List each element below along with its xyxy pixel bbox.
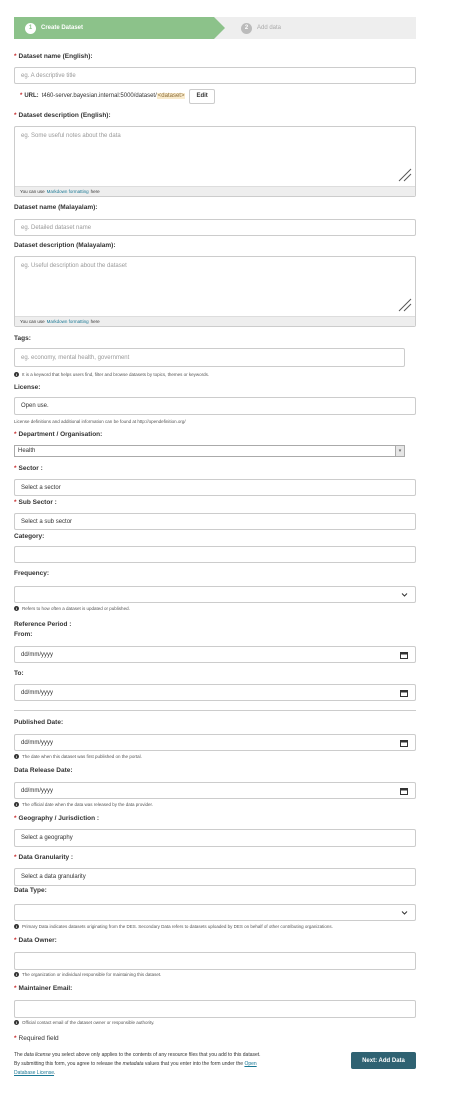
data-type-help: i Primary Data indicates datasets originating from the DES. Secondary Data refers to datasets uploaded by DES on behalf of other contributing organizations. bbox=[15, 924, 333, 929]
info-icon: i bbox=[15, 972, 18, 977]
open-database-license-link[interactable]: Open Database License bbox=[14, 1061, 257, 1076]
desc-en-placeholder: eg. Some useful notes about the data bbox=[21, 133, 121, 139]
calendar-icon[interactable] bbox=[400, 689, 408, 697]
info-icon: i bbox=[15, 1020, 18, 1025]
url-label: URL: bbox=[24, 93, 39, 99]
department-select[interactable]: Health ▾ bbox=[14, 445, 405, 457]
tags-label: Tags: bbox=[14, 335, 31, 342]
markdown-link[interactable]: Markdown formatting bbox=[46, 319, 89, 324]
reference-period-label: Reference Period : bbox=[14, 621, 72, 628]
stage-create-dataset bbox=[14, 17, 214, 39]
frequency-label: Frequency: bbox=[14, 570, 50, 577]
frequency-help: i Refers to how often a dataset is updated or published. bbox=[15, 606, 130, 611]
name-en-label: * Dataset name (English): bbox=[14, 53, 93, 60]
granularity-select[interactable]: Select a data granularity bbox=[14, 868, 416, 886]
desc-en-textarea[interactable] bbox=[14, 126, 416, 197]
release-date-label: Data Release Date: bbox=[14, 767, 73, 774]
markdown-link[interactable]: Markdown formatting bbox=[46, 189, 89, 194]
license-select[interactable]: Open use. bbox=[14, 397, 416, 415]
owner-input[interactable] bbox=[14, 952, 416, 970]
dropdown-arrow-icon[interactable]: ▾ bbox=[395, 446, 404, 456]
email-input[interactable] bbox=[14, 1000, 416, 1018]
category-label: Category: bbox=[14, 533, 45, 540]
published-date-input[interactable]: dd/mm/yyyy bbox=[14, 734, 416, 751]
resize-handle-icon[interactable] bbox=[398, 298, 412, 312]
granularity-label: * Data Granularity : bbox=[14, 854, 74, 861]
published-date-label: Published Date: bbox=[14, 719, 64, 726]
license-label: License: bbox=[14, 384, 41, 391]
divider bbox=[14, 710, 416, 711]
desc-ml-textarea[interactable] bbox=[14, 256, 416, 327]
progress-stages bbox=[14, 17, 416, 39]
info-icon: i bbox=[15, 802, 18, 807]
email-help: i Official contact email of the dataset owner or responsible authority. bbox=[15, 1020, 155, 1025]
desc-ml-label: Dataset description (Malayalam): bbox=[14, 242, 116, 249]
markdown-note: You can use Markdown formatting here bbox=[15, 316, 415, 326]
to-date-input[interactable]: dd/mm/yyyy bbox=[14, 684, 416, 701]
sector-select[interactable]: Select a sector bbox=[14, 479, 416, 496]
published-date-help: i The date when this dataset was first published on the portal. bbox=[15, 754, 142, 759]
name-en-input[interactable]: eg. A descriptive title bbox=[14, 67, 416, 84]
name-ml-label: Dataset name (Malayalam): bbox=[14, 204, 98, 211]
url-prefix: t460-server.bayesian.internal:5000/dataset/ bbox=[41, 93, 157, 99]
chevron-down-icon bbox=[401, 592, 408, 598]
geography-label: * Geography / Jurisdiction : bbox=[14, 815, 100, 822]
desc-en-label: * Dataset description (English): bbox=[14, 112, 111, 119]
resize-handle-icon[interactable] bbox=[398, 168, 412, 182]
info-icon: i bbox=[15, 606, 18, 611]
release-date-input[interactable]: dd/mm/yyyy bbox=[14, 782, 416, 799]
from-date-input[interactable]: dd/mm/yyyy bbox=[14, 646, 416, 663]
tags-help: i It is a keyword that helps users find, filter and browse datasets by topics, themes or keywords. bbox=[15, 372, 210, 377]
info-icon: i bbox=[15, 372, 18, 377]
url-slug: <dataset> bbox=[157, 93, 185, 99]
to-label: To: bbox=[14, 670, 24, 677]
stage-number-2: 2 bbox=[241, 23, 252, 34]
email-label: * Maintainer Email: bbox=[14, 985, 73, 992]
data-type-select[interactable] bbox=[14, 904, 416, 921]
owner-label: * Data Owner: bbox=[14, 937, 57, 944]
license-help: License definitions and additional information can be found at http://opendefinition.org/ bbox=[14, 419, 186, 424]
stage-label-2: Add data bbox=[257, 25, 282, 31]
url-edit-button[interactable]: Edit bbox=[189, 89, 214, 104]
next-add-data-button[interactable]: Next: Add Data bbox=[351, 1052, 416, 1069]
geography-select[interactable]: Select a geography bbox=[14, 829, 416, 847]
url-row: * URL: t460-server.bayesian.internal:5000/dataset/ <dataset> Edit bbox=[20, 89, 215, 103]
sub-sector-label: * Sub Sector : bbox=[14, 499, 57, 506]
owner-help: i The organization or individual responsible for maintaining this dataset. bbox=[15, 972, 162, 977]
info-icon: i bbox=[15, 924, 18, 929]
info-icon: i bbox=[15, 754, 18, 759]
stage-number-1: 1 bbox=[25, 23, 36, 34]
release-date-help: i The official date when the data was released by the data provider. bbox=[15, 802, 154, 807]
chevron-down-icon bbox=[401, 910, 408, 916]
stage-label-1: Create Dataset bbox=[41, 25, 84, 31]
category-input[interactable] bbox=[14, 546, 416, 563]
markdown-note: You can use Markdown formatting here bbox=[15, 186, 415, 196]
calendar-icon[interactable] bbox=[400, 787, 408, 795]
from-label: From: bbox=[14, 631, 33, 638]
desc-ml-placeholder: eg. Useful description about the dataset bbox=[21, 263, 127, 269]
required-field-note: * Required field bbox=[14, 1035, 59, 1042]
sub-sector-select[interactable]: Select a sub sector bbox=[14, 513, 416, 530]
data-type-label: Data Type: bbox=[14, 887, 47, 894]
tags-input[interactable]: eg. economy, mental health, government bbox=[14, 348, 405, 367]
name-ml-input[interactable]: eg. Detailed dataset name bbox=[14, 219, 416, 236]
license-agreement-note: The data license you select above only applies to the contents of any resource files that you add to this dataset. By submitting this form, you agree to release the metadata values that you enter into the form under the Open Database License. bbox=[14, 1052, 261, 1076]
frequency-select[interactable] bbox=[14, 586, 416, 603]
calendar-icon[interactable] bbox=[400, 739, 408, 747]
sector-label: * Sector : bbox=[14, 465, 43, 472]
calendar-icon[interactable] bbox=[400, 651, 408, 659]
department-label: * Department / Organisation: bbox=[14, 431, 103, 438]
stage-add-data[interactable] bbox=[241, 17, 281, 39]
